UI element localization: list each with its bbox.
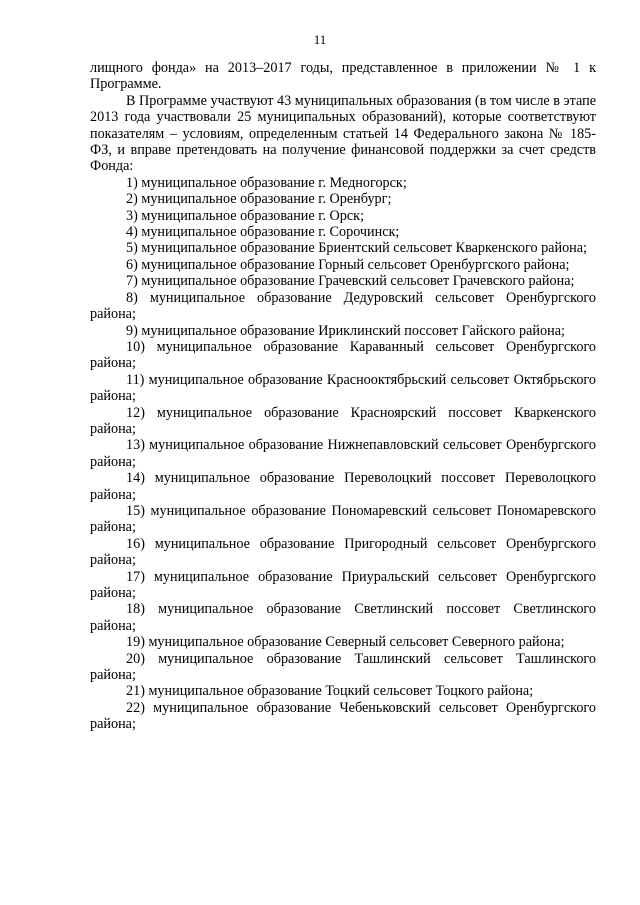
list-item: 4) муниципальное образование г. Сорочинск; [126, 224, 400, 241]
list-item: 8) муниципальное образование Дедуровский сельсовет Оренбургского района; [90, 289, 596, 323]
list-item: 7) муниципальное образование Грачевский сельсовет Грачевского района; [126, 273, 575, 290]
list-item: 22) муниципальное образование Чебеньковский сельсовет Оренбургского района; [90, 699, 596, 733]
list-item: 21) муниципальное образование Тоцкий сельсовет Тоцкого района; [126, 683, 534, 700]
list-item: 19) муниципальное образование Северный сельсовет Северного района; [126, 634, 565, 651]
list-item: 16) муниципальное образование Пригородный сельсовет Оренбургского района; [90, 535, 596, 569]
list-item: 13) муниципальное образование Нижнепавловский сельсовет Оренбургского района; [90, 437, 596, 470]
list-item: 1) муниципальное образование г. Медногорск; [126, 174, 407, 191]
list-item: 9) муниципальное образование Ириклинский поссовет Гайского района; [126, 322, 565, 339]
list-item: 18) муниципальное образование Светлинский поссовет Светлинского района; [90, 601, 596, 634]
document-body [90, 60, 596, 733]
paragraph-program-participants: В Программе участвуют 43 муниципальных образования (в том числе в этапе 2013 года участвовали 25 муниципальных образований), которые соответствуют показателям – условиям, определенным статьей 14 Федерального закона № 185-ФЗ, и вправе претендовать на получение финансовой поддержки за счет средств Фонда: [90, 92, 596, 175]
list-item: 14) муниципальное образование Переволоцкий поссовет Переволоцкого района; [90, 470, 596, 503]
list-item: 15) муниципальное образование Пономаревский сельсовет Пономаревского района; [90, 502, 596, 536]
list-item: 3) муниципальное образование г. Орск; [126, 207, 365, 224]
list-item: 10) муниципальное образование Караванный сельсовет Оренбургского района; [90, 338, 596, 372]
municipality-list [90, 175, 596, 733]
list-item: 20) муниципальное образование Ташлинский сельсовет Ташлинского района; [90, 650, 596, 684]
list-item: 2) муниципальное образование г. Оренбург; [126, 191, 392, 208]
list-item: 12) муниципальное образование Красноярский поссовет Кваркенского района; [90, 404, 596, 437]
page-number: 11 [313, 32, 327, 47]
list-item: 5) муниципальное образование Бриентский сельсовет Кваркенского района; [126, 240, 587, 257]
paragraph-continuation: лищного фонда» на 2013–2017 годы, представленное в приложении № 1 к Программе. [90, 60, 596, 93]
list-item: 6) муниципальное образование Горный сельсовет Оренбургского района; [126, 256, 570, 273]
list-item: 17) муниципальное образование Приуральский сельсовет Оренбургского района; [90, 568, 596, 601]
list-item: 11) муниципальное образование Краснооктябрьский сельсовет Октябрьского района; [90, 371, 596, 405]
